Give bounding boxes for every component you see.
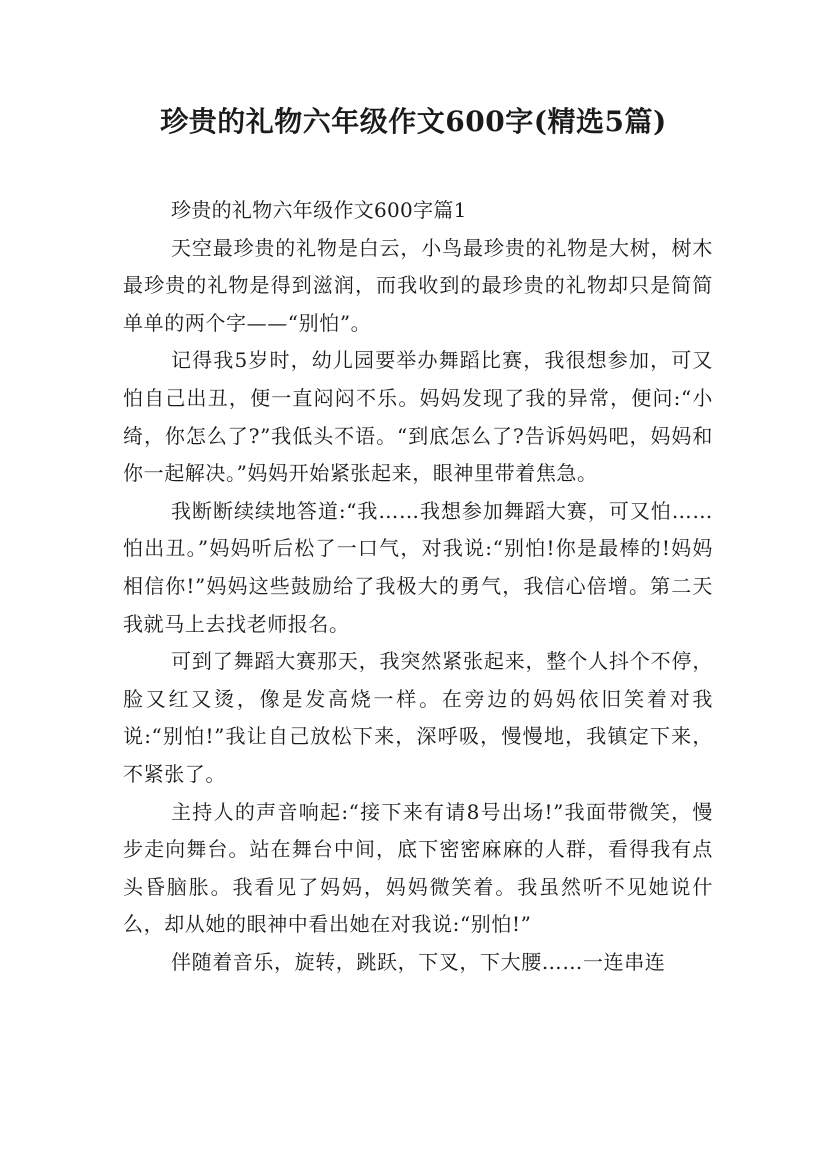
paragraph: 主持人的声音响起:“接下来有请8号出场!”我面带微笑，慢步走向舞台。站在舞台中间，底下密密麻麻的人群，看得我有点头昏脑胀。我看见了妈妈，妈妈微笑着。我虽然听不见她说什么，却从她的眼神中看出她在对我说:“别怕!” <box>123 799 713 937</box>
paragraph: 伴随着音乐，旋转，跳跃，下叉，下大腰……一连串连 <box>171 949 666 974</box>
document-body <box>123 192 713 981</box>
document-title: 珍贵的礼物六年级作文600字(精选5篇) <box>160 105 667 138</box>
paragraph: 天空最珍贵的礼物是白云，小鸟最珍贵的礼物是大树，树木最珍贵的礼物是得到滋润，而我收到的最珍贵的礼物却只是简简单单的两个字——“别怕”。 <box>123 235 713 335</box>
paragraph: 记得我5岁时，幼儿园要举办舞蹈比赛，我很想参加，可又怕自己出丑，便一直闷闷不乐。妈妈发现了我的异常，便问:“小绮，你怎么了?”我低头不语。“到底怎么了?告诉妈妈吧，妈妈和你一起解决。”妈妈开始紧张起来，眼神里带着焦急。 <box>123 348 713 486</box>
paragraph: 可到了舞蹈大赛那天，我突然紧张起来，整个人抖个不停，脸又红又烫，像是发高烧一样。在旁边的妈妈依旧笑着对我说:“别怕!”我让自己放松下来，深呼吸，慢慢地，我镇定下来，不紧张了。 <box>123 649 713 786</box>
section-heading: 珍贵的礼物六年级作文600字篇1 <box>171 198 467 222</box>
paragraph: 我断断续续地答道:“我……我想参加舞蹈大赛，可又怕……怕出丑。”妈妈听后松了一口气，对我说:“别怕!你是最棒的!妈妈相信你!”妈妈这些鼓励给了我极大的勇气，我信心倍增。第二天我就马上去找老师报名。 <box>123 498 713 636</box>
